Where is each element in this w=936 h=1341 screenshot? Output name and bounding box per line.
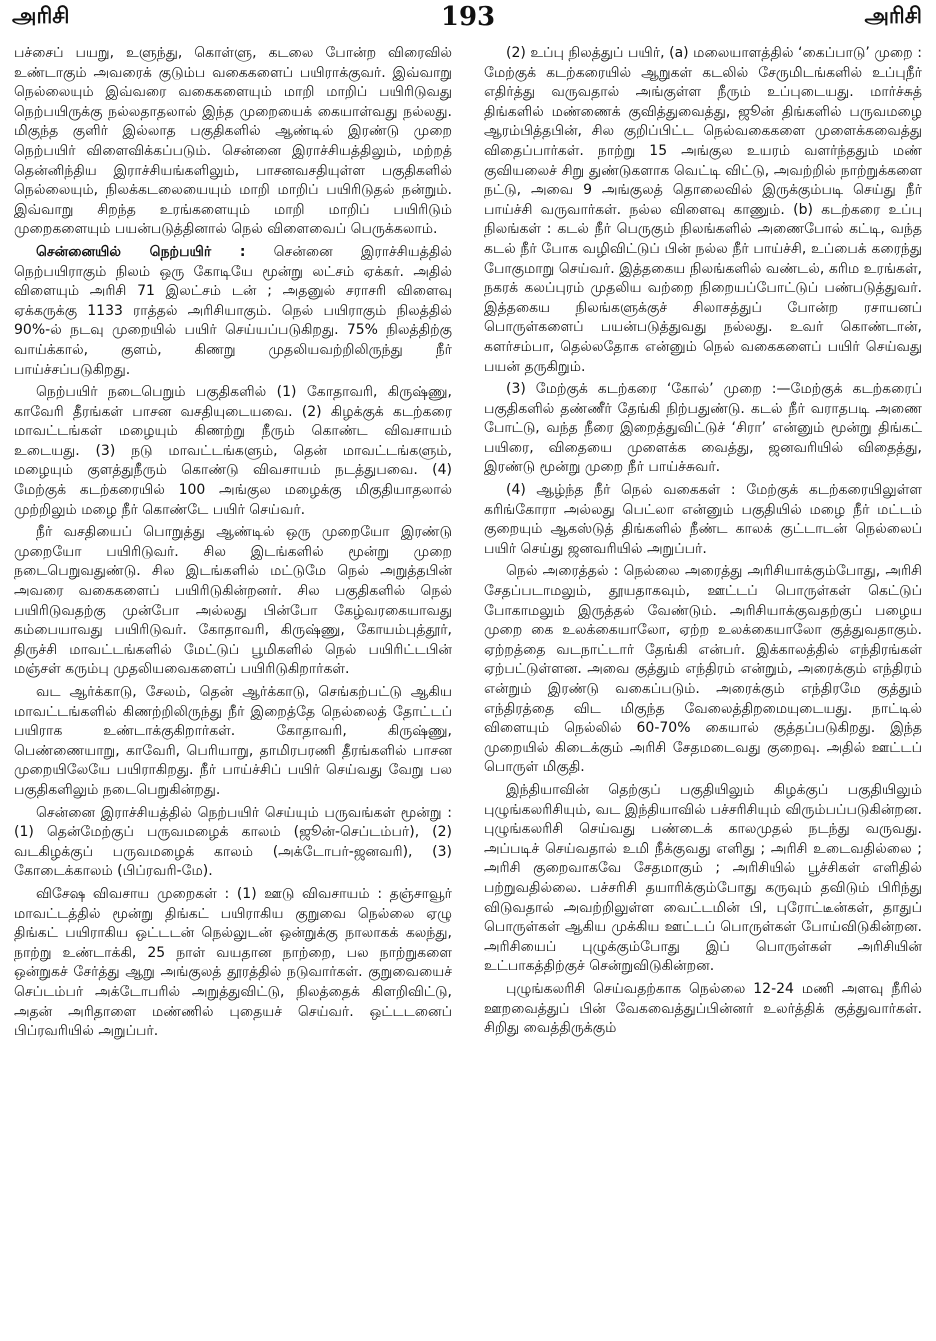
paragraph: வட ஆர்க்காடு, சேலம், தென் ஆர்க்காடு, செங்கற்பட்டு ஆகிய மாவட்டங்களில் கிணற்றிலிருந்து நீர் இறைத்தே நெல்லைத் தோட்டப் பயிராக உண்டாக்குகிறார்கள். கோதாவரி, கிருஷ்ணு, பெண்ணையாறு, காவேரி, பெரியாறு, தாமிரபரணி தீரங்களில் பாசன முறையிலேயே பயிராகிறது. நீர் பாய்ச்சிப் பயிர் செய்வது வேறு பல பகுதிகளிலும் நடைபெறுகின்றது.: [14, 684, 452, 798]
paragraph: விசேஷ விவசாய முறைகள் : (1) ஊடு விவசாயம் : தஞ்சாவூர் மாவட்டத்தில் மூன்று திங்கட் பயிராகிய குறுவை நெல்லை ஏழு திங்கட் பயிராகிய ஒட்டடன் நெல்லுடன் ஒன்றுக்கு நாலாகக் கலந்து, நாற்று உண்டாக்கி, 25 நாள் வயதான நாற்றை, பல நாற்றுகளை ஒன்றுகச் சேர்த்து ஆறு அங்குலத் தூரத்தில் நடுவார்கள். குறுவையைச் செப்டம்பர் அக்டோபரில் அறுத்துவிட்டு, நிலத்தைக் கிளறிவிட்டு, அதன் அரிதாளை மண்ணில் புதையச் செய்வர். ஒட்டடனைப் பிப்ரவரியில் அறுப்பர்.: [14, 885, 452, 1040]
right-column: [484, 44, 922, 1337]
paragraph: நெற்பயிர் நடைபெறும் பகுதிகளில் (1) கோதாவரி, கிருஷ்ணு, காவேரி தீரங்கள் பாசன வசதியுடையவை. (2) கிழக்குக் கடற்கரை மாவட்டங்கள் மழையும் கிணற்று நீரும் கொண்ட விவசாயம் உடையது. (3) நடு மாவட்டங்களும், தென் மாவட்டங்களும், மழையும் குளத்துநீரும் கொண்டு விவசாயம் நடத்துபவை. (4) மேற்குக் கடற்கரையில் 100 அங்குல மழைக்கு மிகுதியாதலால் முற்றிலும் மழை நீர் கொண்டே பயிர் செய்வர்.: [14, 384, 452, 518]
paragraph: (4) ஆழ்ந்த நீர் நெல் வகைகள் : மேற்குக் கடற்கரையிலுள்ள கரிங்கோரா அல்லது பெட்லா என்னும் பகுதியில் மழை நீர் மட்டம் குறையும் ஆகஸ்டுத் திங்களில் நீண்ட காலக் குட்டாடன் நெல்லைப் பயிர் செய்து ஜனவரியில் அறுப்பர்.: [484, 482, 922, 557]
paragraph: புழுங்கலரிசி செய்வதற்காக நெல்லை 12-24 மணி அளவு நீரில் ஊறவைத்துப் பின் வேகவைத்துப்பின்னர் உலர்த்திக் குத்துவார்கள். சிறிது வைத்திருக்கும்: [484, 980, 922, 1037]
running-header-left: அரிசி: [12, 4, 70, 29]
paragraph: சென்னை இராச்சியத்தில் நெற்பயிர் செய்யும் பருவங்கள் மூன்று : (1) தென்மேற்குப் பருவமழைக் காலம் (ஜூன்-செப்டம்பர்), (2) வடகிழக்குப் பருவமழைக் காலம் (அக்டோபர்-ஜனவரி), (3) கோடைக்காலம் (பிப்ரவரி-மே).: [14, 804, 452, 880]
left-column: [14, 44, 452, 1337]
paragraph-text: நெல்லை அரைத்து அரிசியாக்கும்போது, அரிசி சேதப்படாமலும், தூயதாகவும், ஊட்டப் பொருள்கள் கெட்டுப் போகாமலும் இருத்தல் வேண்டும். அரிசியாக்குவதற்குப் பழைய முறை கை உலக்கையாலோ, ஏற்ற உலக்கையாலோ குத்துவதாகும். ஏற்றத்தை வடநாட்டார் தேங்கி என்பர். இக்காலத்தில் எந்திரங்கள் ஏற்பட்டுள்ளன. அவை குத்தும் எந்திரம் என்றும், அரைக்கும் எந்திரம் என்றும் இரண்டு வகைப்படும். அரைக்கும் எந்திரமே குத்தும் எந்திரத்தை விட மிகுந்த வேலைத்திறமையுடையது. நாட்டில் விளையும் நெல்லில் 60-70% கையால் குத்தப்படுகிறது. இந்த முறையில் கிடைக்கும் அரிசி சேதமடைவது குறைவு. அதில் ஊட்டப் பொருள் மிகுதி.: [484, 563, 922, 776]
paragraph-text: சென்னை இராச்சியத்தில் நெற்பயிராகும் நிலம் ஒரு கோடியே மூன்று லட்சம் ஏக்கர். அதில் விளையும் அரிசி 71 இலட்சம் டன் ; அதனுல் சராசரி விளைவு ஏக்கருக்கு 1133 ராத்தல் அரிசியாகும். நெல் பயிராகும் நிலத்தில் 90%-ல் நடவு முறையில் பயிர் செய்யப்படுகிறது. 75% நிலத்திற்கு வாய்க்கால், குளம், கிணறு முதலியவற்றிலிருந்து நீர் பாய்ச்சப்படுகிறது.: [14, 243, 452, 378]
page-number: 193: [440, 2, 496, 32]
paragraph: [484, 562, 922, 778]
paragraph: பச்சைப் பயறு, உளுந்து, கொள்ளு, கடலை போன்ற விரைவில் உண்டாகும் அவரைக் குடும்ப வகைகளைப் பயிராக்குவர். இவ்வாறு நெல்லையும் இவ்வரை வகைகளையும் மாறி மாறிப் பயிரிடுவது நெற்பயிருக்கு நல்லதாதலால் இந்த முறையைக் கையாள்வது நல்லது. மிகுந்த குளிர் இல்லாத பகுதிகளில் ஆண்டில் இரண்டு முறை நெற்பயிர் விளைவிக்கப்படும். சென்னை இராச்சியத்திலும், மற்றத் தென்னிந்திய இராச்சியங்களிலும், பாசனவசதியுள்ள பகுதிகளில் நெல்லையும், நிலக்கடலையையும் மாறி மாறிப் பயிரிடுதல் நன்றும். இவ்வாறு சிறந்த உரங்களையும் மாறி மாறிப் பயிரிடும் முறைகளையும் பயன்படுத்தினால் நெல் விளைவைப் பெருக்கலாம்.: [14, 45, 452, 238]
paragraph-heading: நெல் அரைத்தல் :: [506, 563, 619, 580]
section-heading: சென்னையில் நெற்பயிர் :: [36, 243, 246, 260]
paragraph: இந்தியாவின் தெற்குப் பகுதியிலும் கிழக்குப் பகுதியிலும் புழுங்கலரிசியும், வட இந்தியாவில் பச்சரிசியும் விரும்பப்படுகின்றன. புழுங்கலரிசி செய்வது பண்டைக் காலமுதல் நடந்து வருவது. அப்படிச் செய்வதால் உமி நீக்குவது எளிது ; அரிசி உடைவதில்லை ; அரிசி குறைவாகவே சேதமாகும் ; அரிசியில் பூச்சிகள் எளிதில் பற்றுவதில்லை. பச்சரிசி தயாரிக்கும்போது கருவும் தவிடும் பிரிந்து விடுவதால் அவற்றிலுள்ள வைட்டமின் பி, புரோட்டீன்கள், தாதுப் பொருள்கள் ஆகிய முக்கிய ஊட்டப் பொருள்கள் போய்விடுகின்றன. அரிசியைப் புழுக்கும்போது இப் பொருள்கள் அரிசியின் உட்பாகத்திற்குச் சென்றுவிடுகின்றன.: [484, 781, 922, 975]
paragraph: (3) மேற்குக் கடற்கரை ‘கோல்’ முறை :—மேற்குக் கடற்கரைப் பகுதிகளில் தண்ணீர் தேங்கி நிற்பதுண்டு. கடல் நீர் வராதபடி அணை போட்டு, வந்த நீரை இறைத்துவிட்டுச் ‘சிரா’ என்னும் மூன்று திங்கட் பயிரை, விதையை முளைக்க வைத்து, ஜனவரியில் விதைத்து, இரண்டு மூன்று முறை நீர் பாய்ச்சுவர்.: [484, 381, 922, 476]
running-header-right: அரிசி: [864, 4, 922, 29]
paragraph: நீர் வசதியைப் பொறுத்து ஆண்டில் ஒரு முறையோ இரண்டு முறையோ பயிரிடுவர். சில இடங்களில் மூன்று முறை நடைபெறுவதுண்டு. சில இடங்களில் மட்டுமே நெல் அறுத்தபின் அவரை வகைகளைப் பயிரிடுகின்றனர். சில பகுதிகளில் நெல் பயிரிடுவதற்கு முன்போ அல்லது பின்போ கேழ்வரகையாவது கம்பையாவது பயிரிடுவர். கோதாவரி, கிருஷ்ணு, கோயம்புத்தூர், திருச்சி மாவட்டங்களில் மேட்டுப் பூமிகளில் நெல் பயிரிட்டபின் மஞ்சள் கரும்பு முதலியவைகளைப் பயிரிடுகிறார்கள்.: [14, 524, 452, 678]
paragraph: [14, 243, 452, 380]
paragraph: (2) உப்பு நிலத்துப் பயிர், (a) மலையாளத்தில் ‘கைப்பாடு’ முறை : மேற்குக் கடற்கரையில் ஆறுகள் கடலில் சேருமிடங்களில் உப்புநீர் எதிர்த்து வருவதால் அங்குள்ள நீரும் உப்புடையது. மார்ச்சுத் திங்களில் மண்ணைக் குவித்துவைத்து, ஜூன் திங்களில் பருவமழை ஆரம்பித்தபின், சில குறிப்பிட்ட நெல்வகைகளை முளைக்கவைத்து விதைப்பார்கள். நாற்று 15 அங்குல உயரம் வளர்ந்ததும் மண் குவியலைச் சிறு துண்டுகளாக வெட்டி விட்டு, அவற்றில் நாற்றுக்களை நட்டு, அவை 9 அங்குலத் தொலைவில் இருக்கும்படி செய்து நீர் பாய்ச்சி வருவார்கள். நல்ல விளைவு காணும். (b) கடற்கரை உப்பு நிலங்கள் : கடல் நீர் பெருகும் நிலங்களில் அணைபோல் கட்டி, வந்த கடல் நீர் போக வழிவிட்டுப் பின் நல்ல நீர் பாய்ச்சி, உப்பைக் கரைந்து போகுமாறு செய்வர். இத்தகைய நிலங்களில் வண்டல், கரிம உரங்கள், நகரக் கலப்புரம் முதலிய வற்றை நிறையப்போட்டுப் பண்படுத்துவர். இத்தகைய நிலங்களுக்குச் சிலாசத்துப் போன்ற ரசாயனப் பொருள்களைப் பயன்படுத்துவது நல்லது. உவர் கொண்டான், களர்சம்பா, தெல்லதோக என்னும் நெல் வகைகளைப் பயிர் செய்வது பயன் தருகிறும்.: [484, 45, 922, 375]
